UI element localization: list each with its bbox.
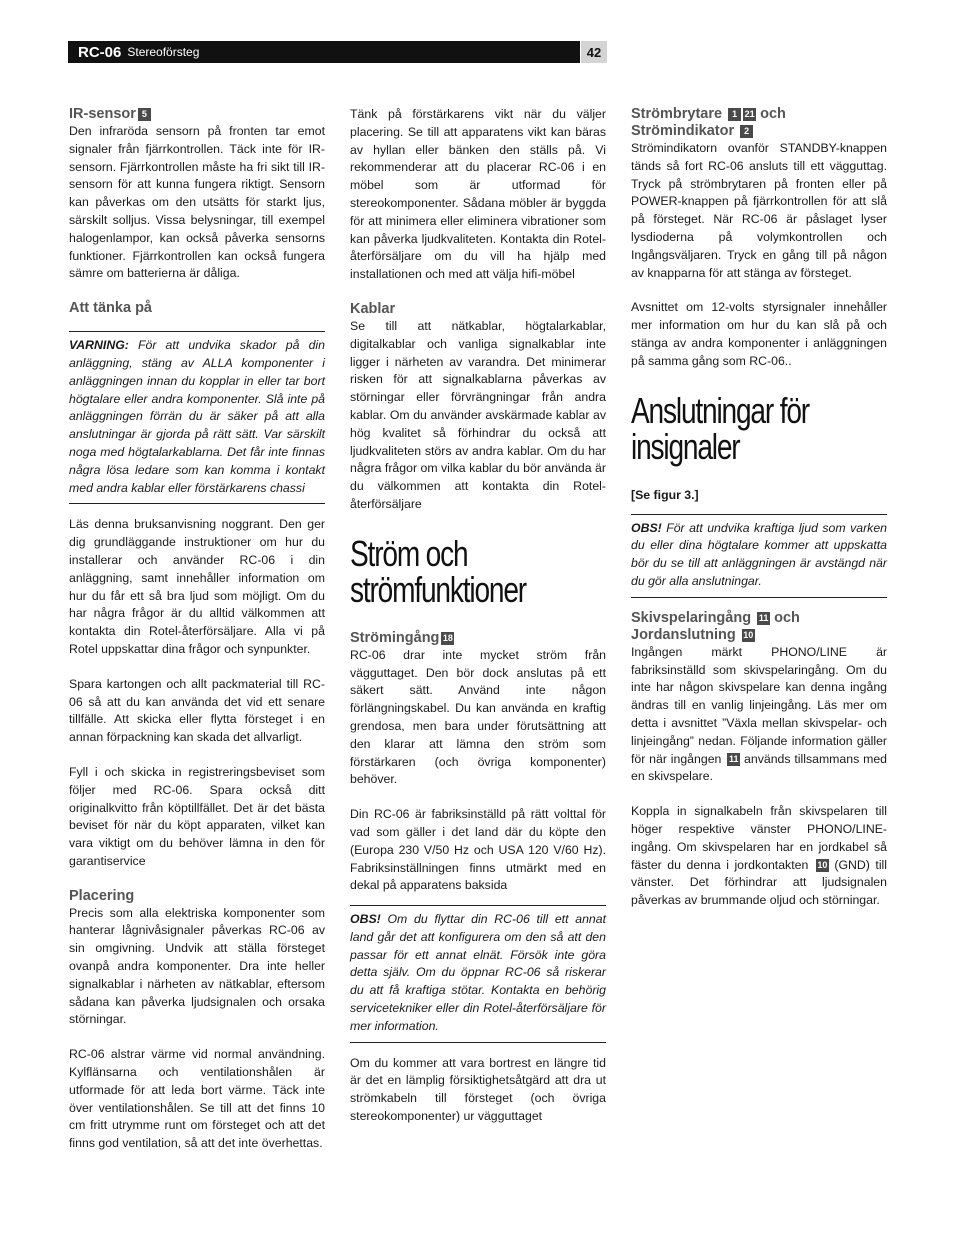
ir-sensor-heading: IR-sensor 5 xyxy=(69,106,325,123)
registration-paragraph: Fyll i och skicka in registreringsbeviset som följer med RC-06. Spara också ditt originalkvitto från köptillfället. Det är det bästa beviset för när du köpt apparaten, vilket kan vara viktigt om du behöver lämna in den för garantiservice xyxy=(69,764,325,868)
phono-heading: Skivspelaringång 11 och Jordanslutning 10 xyxy=(631,609,800,643)
think-heading: Att tänka på xyxy=(69,300,152,317)
obs-text: Om du flyttar din RC-06 till ett annat land går det att konfigurera om den så att den passar för ett annat elnät. Försök inte göra detta själv. Om du öppnar RC-06 så riskerar du att få kraftiga stötar. Kontakta en behörig servicetekniker eller din Rotel-återförsäljare för mer information. xyxy=(350,912,606,1033)
ref-badge: 21 xyxy=(744,109,755,119)
model-name: RC-06 xyxy=(78,43,122,61)
ref-badge: 1 xyxy=(728,108,741,121)
intro-paragraph: Läs denna bruksanvisning noggrant. Den ger dig grundläggande instruktioner om hur du installerar och använder RC-06 i din anläggning, samt innehåller information om hur du får ett så bra ljud som möjligt. Om du har några frågor är du alltid välkommen att kontakta din Rotel-återförsäljare. Alla vi på Rotel uppskattar dina frågor och synpunkter. xyxy=(69,517,325,656)
phono-paragraph: Ingången märkt PHONO/LINE är fabriksinställd som skivspelaringång. Om du inte har någon skivspelare kan denna ingång ändras till en vanlig linjeingång. Läs mer om detta i avsnittet ”Växla mellan skivspelar- och linjeingång” nedan. Följande information gäller för när ingången 11 används tillsammans med en skivspelare. xyxy=(631,644,887,784)
ref-badge: 11 xyxy=(727,753,740,766)
cables-paragraph: Se till att nätkablar, högtalarkablar, digitalkablar och vanliga signalkablar inte ligger i närheten av varandra. Det minimerar risken för att signalkablarna påverkas av störningar eller förvrängningar från andra kablar. Om du använder avskärmade kablar av hög kvalitet så förhindrar du också att ljudkvaliteten störs av andra kablar. Om du har några frågor om vilka kablar du bör använda är du välkommen att kontakta din Rotel-återförsäljare xyxy=(350,318,606,511)
column-3 xyxy=(631,106,887,910)
connect-paragraph: Koppla in signalkabeln från skivspelaren till höger respektive vänster PHONO/LINE-ingång. Om skivspelaren har en jordkabel så fäster du denna i jordkontakten 10 (GND) till vänster. Det förhindrar att ljudsignalen påverkas av brummande oljud och störningar. xyxy=(631,804,888,908)
ref-badge: 10 xyxy=(743,629,754,640)
placement-paragraph-1: Precis som alla elektriska komponenter som hanterar lågnivåsignaler påverkas RC-06 av sin omgivning. Undvik att ställa försteget ovanpå andra komponenter. Dra inte heller signalkablar i närheten av nätkablar, eftersom sådana kan påverka ljudsignalen och orsaka störningar. xyxy=(69,905,325,1027)
power-input-paragraph: RC-06 drar inte mycket ström från vägguttaget. Den bör dock anslutas på ett säkert sätt. Använd inte någon förlängningskabel. Du kan använda en kraftig grendosa, men bara under förutsättning att den klarar att lämna den ström som förstärkaren (och övriga komponenter) behöver. xyxy=(350,647,606,787)
power-switch-heading: Strömbrytare 1 21 och Strömindikator 2 xyxy=(631,106,786,139)
warning-label: VARNING: xyxy=(69,338,129,353)
see-figure-note: [Se figur 3.] xyxy=(631,487,699,502)
obs-label: OBS! xyxy=(631,520,662,535)
power-input-heading: Strömingång 18 xyxy=(350,629,453,646)
header-bar xyxy=(68,41,580,63)
ir-sensor-text: Den infraröda sensorn på fronten tar emot signaler från fjärrkontrollen. Täck inte för IR-sensorn. Fjärrkontrollen måste ha fri sikt till IR-sensorn för att kunna fungera riktigt. Sensorn kan påverkas om den utsätts för starkt ljus, särskilt solljus. Vissa belysningar, till exempel halogenlampor, kan också påverka sensorns funktioner. Fjärrkontrollen kan också fungera sämre om batterierna är dåliga. xyxy=(69,124,325,281)
obs-label: OBS! xyxy=(350,912,381,927)
ref-badge: 10 xyxy=(816,859,829,872)
placement-paragraph-2: RC-06 alstrar värme vid normal användning. Kylflänsarna och ventilationshålen är utformade för att leda bort värme. Täck inte över ventilationshålen. Se till att det finns 10 cm fritt utrymme runt om försteget och att det finns god ventilation, så att det inte överhettas. xyxy=(69,1047,325,1151)
header-subtitle: Stereoförsteg xyxy=(127,45,200,59)
obs-box xyxy=(631,514,887,598)
away-paragraph: Om du kommer att vara bortrest en längre tid är det en lämplig försiktighetsåtgärd att dra ut strömkabeln till försteget (och övriga stereokomponenter) ur vägguttaget xyxy=(350,1055,606,1124)
power-section-title: Ström och strömfunktioner xyxy=(350,532,526,610)
column-2 xyxy=(350,106,606,1126)
ref-badge: 11 xyxy=(758,612,769,623)
page-number: 42 xyxy=(581,41,607,63)
cables-heading: Kablar xyxy=(350,300,396,317)
packaging-paragraph: Spara kartongen och allt packmaterial till RC-06 så att du kan använda det vid ett senare tillfälle. Att skicka eller flytta försteget i en annan förpackning kan skada det allvarligt. xyxy=(69,676,325,745)
placement-heading: Placering xyxy=(69,887,135,904)
obs-box xyxy=(350,905,606,1043)
weight-paragraph: Tänk på förstärkarens vikt när du väljer placering. Se till att apparatens vikt kan bäras av hyllan eller bänken den ställs på. Vi rekommenderar att du placerar RC-06 i en möbel som är utformad för stereokomponenter. Sådana möbler är byggda för att minimera eller eliminera vibrationer som kan påverka ljudkvaliteten. Kontakta din Rotel-återförsäljare om du vill ha hjälp med installationen och med att välja hifi-möbel xyxy=(350,107,606,282)
ref-badge: 18 xyxy=(442,632,453,643)
voltage-paragraph: Din RC-06 är fabriksinställd på rätt volttal för vad som gäller i det land där du köpte den (Europa 230 V/50 Hz och USA 120 V/60 Hz). Fabriksinställningen finns utmärkt med en dekal på apparatens baksida xyxy=(350,807,606,893)
warning-text: För att undvika skador på din anläggning, stäng av ALLA komponenter i anläggningen innan du kopplar in eller tar bort högtalare eller andra komponenter. Slå inte på anläggningen förrän du är säker på att alla anslutningar är gjorda på rätt sätt. Var särskilt noga med högtalarkablarna. Det får inte finnas några lösa ledare som kan komma i kontakt med andra kablar eller förstärkarens chassi xyxy=(69,338,325,495)
ref-badge: 2 xyxy=(740,125,753,138)
column-1 xyxy=(69,106,325,1153)
power-switch-paragraph: Strömindikatorn ovanför STANDBY-knappen tänds så fort RC-06 ansluts till ett vägguttag. Tryck på strömbrytaren på fronten eller på POWER-knappen på fjärrkontrollen för att slå på försteget. När RC-06 är påslaget lyser lysdioderna på volymkontrollen och Ingångsväljaren. Tryck en gång till på någon av knapparna för att stänga av försteget. xyxy=(631,141,887,280)
control-signals-paragraph: Avsnittet om 12-volts styrsignaler innehåller mer information om hur du kan slå på och stänga av andra komponenter i anläggningen på samma gång som RC-06.. xyxy=(631,300,887,368)
warning-box xyxy=(69,331,325,504)
ref-badge: 5 xyxy=(138,108,151,121)
obs-text: För att undvika kraftiga ljud som varken du eller dina högtalare kommer att uppskatta bör du se till att anläggningen är avstängd när du gör alla anslutningar. xyxy=(631,520,887,588)
connections-section-title: Anslutningar för insignaler xyxy=(631,389,809,467)
